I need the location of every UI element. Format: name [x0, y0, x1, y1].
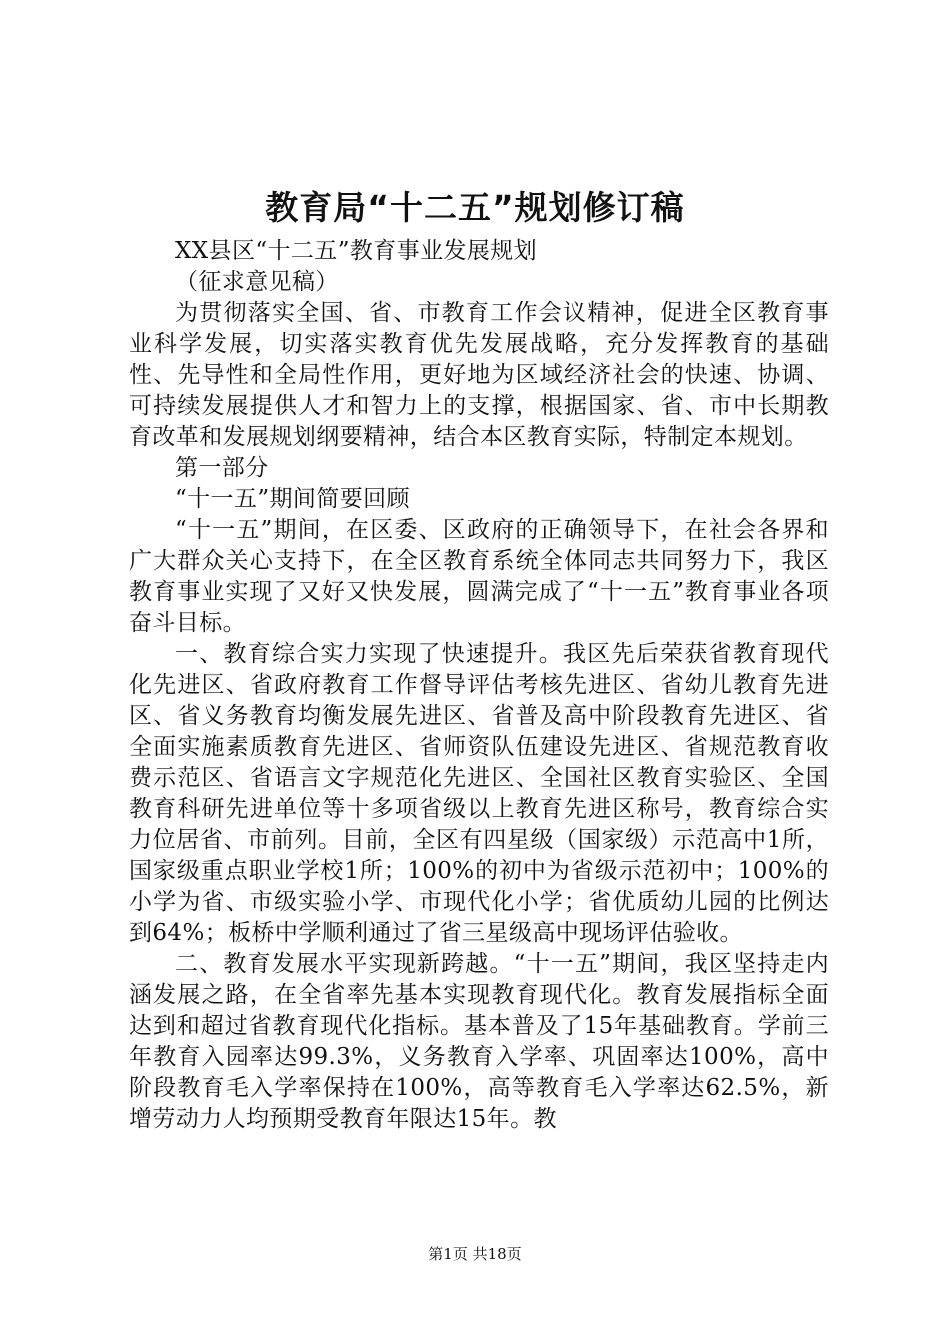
subtitle-draft-note: （征求意见稿）: [175, 269, 339, 295]
page-footer: 第1页 共18页: [428, 1245, 522, 1263]
paragraph-point-two: 二、教育发展水平实现新跨越。“十一五”期间，我区坚持走内涵发展之路，在全省率先基本实现教育现代化。教育发展指标全面达到和超过省教育现代化指标。基本普及了15年基础教育。学前三年教育入园率达99.3%，义务教育入学率、巩固率达100%，高中阶段教育毛入学率保持在100%，高等教育毛入学率达62.5%，新增劳动力人均预期受教育年限达15年。教: [129, 951, 829, 1132]
paragraph-point-one: 一、教育综合实力实现了快速提升。我区先后荣获省教育现代化先进区、省政府教育工作督导评估考核先进区、省幼儿教育先进区、省义务教育均衡发展先进区、省普及高中阶段教育先进区、省全面实施素质教育先进区、省师资队伍建设先进区、省规范教育收费示范区、省语言文字规范化先进区、全国社区教育实验区、全国教育科研先进单位等十多项省级以上教育先进区称号，教育综合实力位居省、市前列。目前，全区有四星级（国家级）示范高中1所，国家级重点职业学校1所；100%的初中为省级示范初中；100%的小学为省、市级实验小学、市现代化小学；省优质幼儿园的比例达到64%；板桥中学顺利通过了省三星级高中现场评估验收。: [129, 641, 829, 946]
paragraph-intro: 为贯彻落实全国、省、市教育工作会议精神，促进全区教育事业科学发展，切实落实教育优先发展战略，充分发挥教育的基础性、先导性和全局性作用，更好地为区域经济社会的快速、协调、可持续发展提供人才和智力上的支撑，根据国家、省、市中长期教育改革和发展规划纲要精神，结合本区教育实际，特制定本规划。: [129, 300, 829, 450]
section-heading-part-one: 第一部分: [175, 455, 269, 481]
document-title: 教育局“十二五”规划修订稿: [265, 188, 685, 227]
document-body: [129, 206, 829, 1135]
section-heading-review: “十一五”期间简要回顾: [175, 486, 410, 512]
paragraph-review-summary: “十一五”期间，在区委、区政府的正确领导下，在社会各界和广大群众关心支持下，在全区教育系统全体同志共同努力下，我区教育事业实现了又好又快发展，圆满完成了“十一五”教育事业各项奋斗目标。: [129, 517, 829, 636]
subtitle-plan-name: XX县区“十二五”教育事业发展规划: [175, 238, 538, 264]
